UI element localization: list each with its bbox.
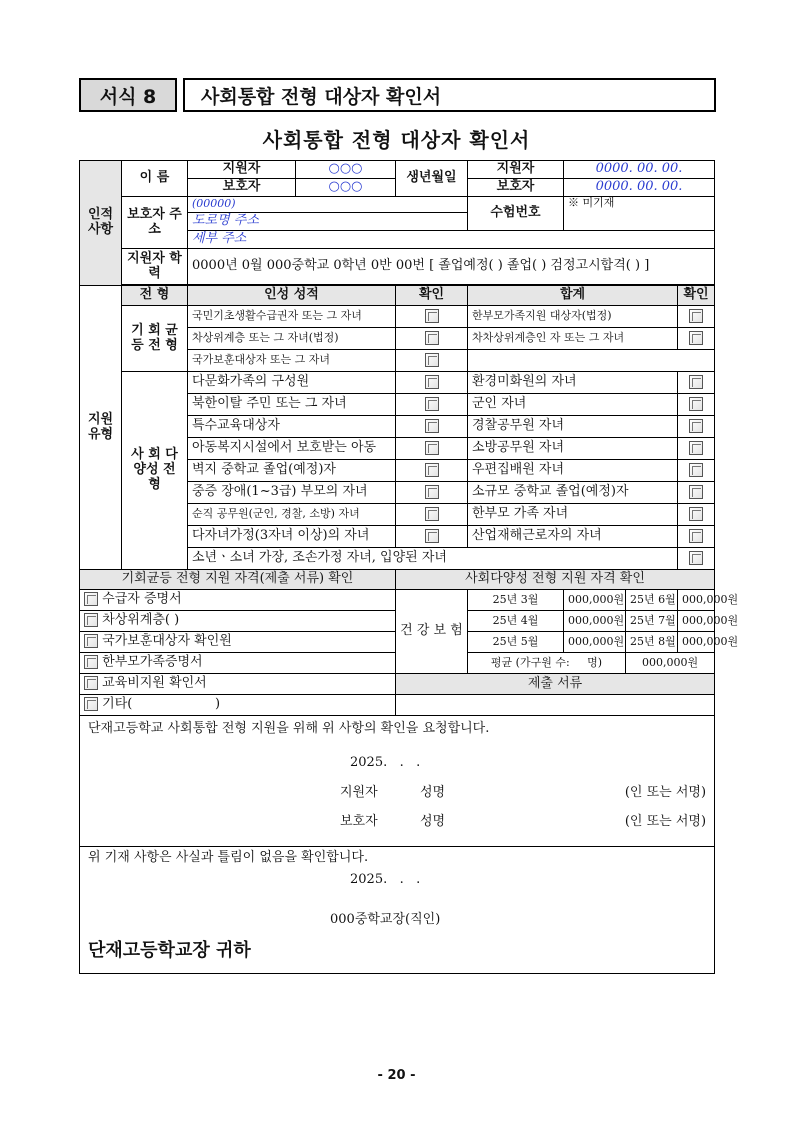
checkbox-icon[interactable] <box>84 613 98 627</box>
col-type: 전 형 <box>122 286 188 306</box>
form-number-box <box>79 78 177 112</box>
equal-opportunity-label: 기 회 균 등 전 형 <box>122 306 188 372</box>
confirm-section <box>80 847 715 974</box>
social-diversity-label: 사 회 다양성 전 형 <box>122 372 188 570</box>
road-address[interactable]: 도로명 주소 <box>188 213 468 231</box>
request-date[interactable]: 2025. . . <box>350 755 421 770</box>
checkbox-icon[interactable] <box>425 331 439 345</box>
checkbox-icon[interactable] <box>84 592 98 606</box>
checkbox-icon[interactable] <box>425 353 439 367</box>
insurance-month: 25년 4월 <box>468 611 564 632</box>
diverse-item-right: 환경미화원의 자녀 <box>468 372 678 394</box>
request-guardian-sign-label: 성명 <box>420 814 446 829</box>
checkbox-icon[interactable] <box>689 375 703 389</box>
insurance-amount[interactable]: 000,000원 <box>564 590 626 611</box>
applicant-name[interactable]: ○○○ <box>296 161 396 179</box>
diverse-item-right: 소방공무원 자녀 <box>468 438 678 460</box>
birth-label: 생년월일 <box>396 161 468 197</box>
diverse-item-left: 벽지 중학교 졸업(예정)자 <box>188 460 396 482</box>
doc-item: 수급자 증명서 <box>102 591 182 607</box>
checkbox-icon[interactable] <box>425 463 439 477</box>
diverse-item-left: 다자녀가정(3자녀 이상)의 자녀 <box>188 526 396 548</box>
education-label: 지원자 학 력 <box>122 249 188 285</box>
submit-docs-area[interactable] <box>396 695 715 716</box>
checkbox-icon[interactable] <box>84 634 98 648</box>
request-applicant-sign-label: 성명 <box>420 785 446 800</box>
insurance-average-value[interactable]: 000,000원 <box>626 653 715 674</box>
insurance-label: 건 강 보 험 <box>396 590 468 674</box>
equal-item-left: 국가보훈대상자 또는 그 자녀 <box>188 350 396 372</box>
name-label: 이 름 <box>122 161 188 197</box>
checkbox-icon[interactable] <box>689 419 703 433</box>
checkbox-icon[interactable] <box>84 697 98 711</box>
col-item2: 합계 <box>468 286 678 306</box>
checkbox-icon[interactable] <box>689 441 703 455</box>
diverse-item-right: 한부모 가족 자녀 <box>468 504 678 526</box>
checkbox-icon[interactable] <box>425 375 439 389</box>
principal-seal: 000중학교장(직인) <box>330 912 441 927</box>
insurance-month: 25년 6월 <box>626 590 678 611</box>
checkbox-icon[interactable] <box>689 507 703 521</box>
checkbox-icon[interactable] <box>425 441 439 455</box>
name-guardian-label: 보호자 <box>188 179 296 197</box>
birth-applicant-label: 지원자 <box>468 161 564 179</box>
request-applicant: 지원자 <box>340 785 378 800</box>
docs-right-title: 사회다양성 전형 지원 자격 확인 <box>396 570 715 590</box>
checkbox-icon[interactable] <box>689 397 703 411</box>
insurance-month: 25년 7월 <box>626 611 678 632</box>
checkbox-icon[interactable] <box>425 397 439 411</box>
request-guardian-sign-note: (인 또는 서명) <box>624 814 707 829</box>
insurance-month: 25년 8월 <box>626 632 678 653</box>
page-number: - 20 - <box>377 1068 416 1083</box>
insurance-amount[interactable]: 000,000원 <box>564 611 626 632</box>
diverse-item-right: 소규모 중학교 졸업(예정)자 <box>468 482 678 504</box>
confirm-date[interactable]: 2025. . . <box>350 872 421 887</box>
applicant-birth[interactable]: 0000. 00. 00. <box>564 161 715 179</box>
insurance-amount[interactable]: 000,000원 <box>678 590 715 611</box>
equal-item-right: 한부모가족지원 대상자(법정) <box>468 306 678 328</box>
doc-item: 한부모가족증명서 <box>102 654 203 670</box>
exam-number-note: ※ 미기재 <box>564 197 715 231</box>
personal-section-label: 인적 사항 <box>80 161 122 286</box>
birth-guardian-label: 보호자 <box>468 179 564 197</box>
request-section <box>80 716 715 847</box>
checkbox-icon[interactable] <box>689 463 703 477</box>
checkbox-icon[interactable] <box>84 655 98 669</box>
checkbox-icon[interactable] <box>425 507 439 521</box>
diverse-item-right: 산업재해근로자의 자녀 <box>468 526 678 548</box>
education-value[interactable]: 0000년 0월 000중학교 0학년 0반 00번 [ 졸업예정( ) 졸업( ) 검정고시합격( ) ] <box>188 249 715 285</box>
col-item: 인성 성적 <box>188 286 396 306</box>
checkbox-icon[interactable] <box>84 676 98 690</box>
diverse-item-left: 아동복지시설에서 보호받는 아동 <box>188 438 396 460</box>
doc-item: 차상위계층( ) <box>102 612 180 628</box>
submit-docs-label: 제출 서류 <box>396 674 715 695</box>
request-text: 단재고등학교 사회통합 전형 지원을 위해 위 사항의 확인을 요청합니다. <box>88 721 490 736</box>
checkbox-icon[interactable] <box>425 419 439 433</box>
addressee: 단재고등학교장 귀하 <box>88 940 251 961</box>
confirm-text: 위 기재 사항은 사실과 틀림이 없음을 확인합니다. <box>88 850 369 865</box>
docs-left-title: 기회균등 전형 지원 자격(제출 서류) 확인 <box>80 570 396 590</box>
address-label: 보호자 주 소 <box>122 197 188 249</box>
col-check: 확인 <box>396 286 468 306</box>
insurance-amount[interactable]: 000,000원 <box>678 632 715 653</box>
exam-number-label: 수험번호 <box>468 197 564 231</box>
diverse-item-left: 순직 공무원(군인, 경찰, 소방) 자녀 <box>188 504 396 526</box>
request-applicant-sign-note: (인 또는 서명) <box>624 785 707 800</box>
equal-item-left: 국민기초생활수급권자 또는 그 자녀 <box>188 306 396 328</box>
col-check2: 확인 <box>678 286 715 306</box>
diverse-item-left: 다문화가족의 구성원 <box>188 372 396 394</box>
name-applicant-label: 지원자 <box>188 161 296 179</box>
support-section-label: 지원 유형 <box>80 286 122 570</box>
zip-code[interactable]: (00000) <box>188 197 468 213</box>
insurance-month: 25년 3월 <box>468 590 564 611</box>
checkbox-icon[interactable] <box>689 529 703 543</box>
checkbox-icon[interactable] <box>425 529 439 543</box>
equal-item-right: 차차상위계층인 자 또는 그 자녀 <box>468 328 678 350</box>
diverse-item-right: 우편집배원 자녀 <box>468 460 678 482</box>
checkbox-icon[interactable] <box>689 551 703 565</box>
doc-item: 기타( ) <box>102 696 221 712</box>
form-title: 사회통합 전형 대상자 확인서 <box>201 85 442 108</box>
equal-item-left: 차상위계층 또는 그 자녀(법정) <box>188 328 396 350</box>
checkbox-icon[interactable] <box>689 309 703 323</box>
detail-address[interactable]: 세부 주소 <box>188 231 715 249</box>
insurance-month: 25년 5월 <box>468 632 564 653</box>
guardian-name[interactable]: ○○○ <box>296 179 396 197</box>
checkbox-icon[interactable] <box>425 485 439 499</box>
insurance-amount[interactable]: 000,000원 <box>678 611 715 632</box>
doc-item: 교육비지원 확인서 <box>102 675 207 691</box>
insurance-amount[interactable]: 000,000원 <box>564 632 626 653</box>
empty-cell <box>468 350 715 372</box>
diverse-item-last: 소년ㆍ소녀 가장, 조손가정 자녀, 입양된 자녀 <box>188 548 678 570</box>
insurance-average-label: 평균 (가구원 수: 명) <box>468 653 626 674</box>
diverse-item-left: 북한이탈 주민 또는 그 자녀 <box>188 394 396 416</box>
form-number: 서식 8 <box>99 85 157 108</box>
confirmation-form <box>79 160 739 974</box>
doc-item: 국가보훈대상자 확인원 <box>102 633 232 649</box>
diverse-item-left: 특수교육대상자 <box>188 416 396 438</box>
diverse-item-right: 군인 자녀 <box>468 394 678 416</box>
request-guardian: 보호자 <box>340 814 378 829</box>
guardian-birth[interactable]: 0000. 00. 00. <box>564 179 715 197</box>
checkbox-icon[interactable] <box>689 485 703 499</box>
form-title-box <box>183 78 716 112</box>
checkbox-icon[interactable] <box>689 331 703 345</box>
document-title: 사회통합 전형 대상자 확인서 <box>262 128 531 152</box>
checkbox-icon[interactable] <box>425 309 439 323</box>
diverse-item-right: 경찰공무원 자녀 <box>468 416 678 438</box>
diverse-item-left: 중증 장애(1~3급) 부모의 자녀 <box>188 482 396 504</box>
